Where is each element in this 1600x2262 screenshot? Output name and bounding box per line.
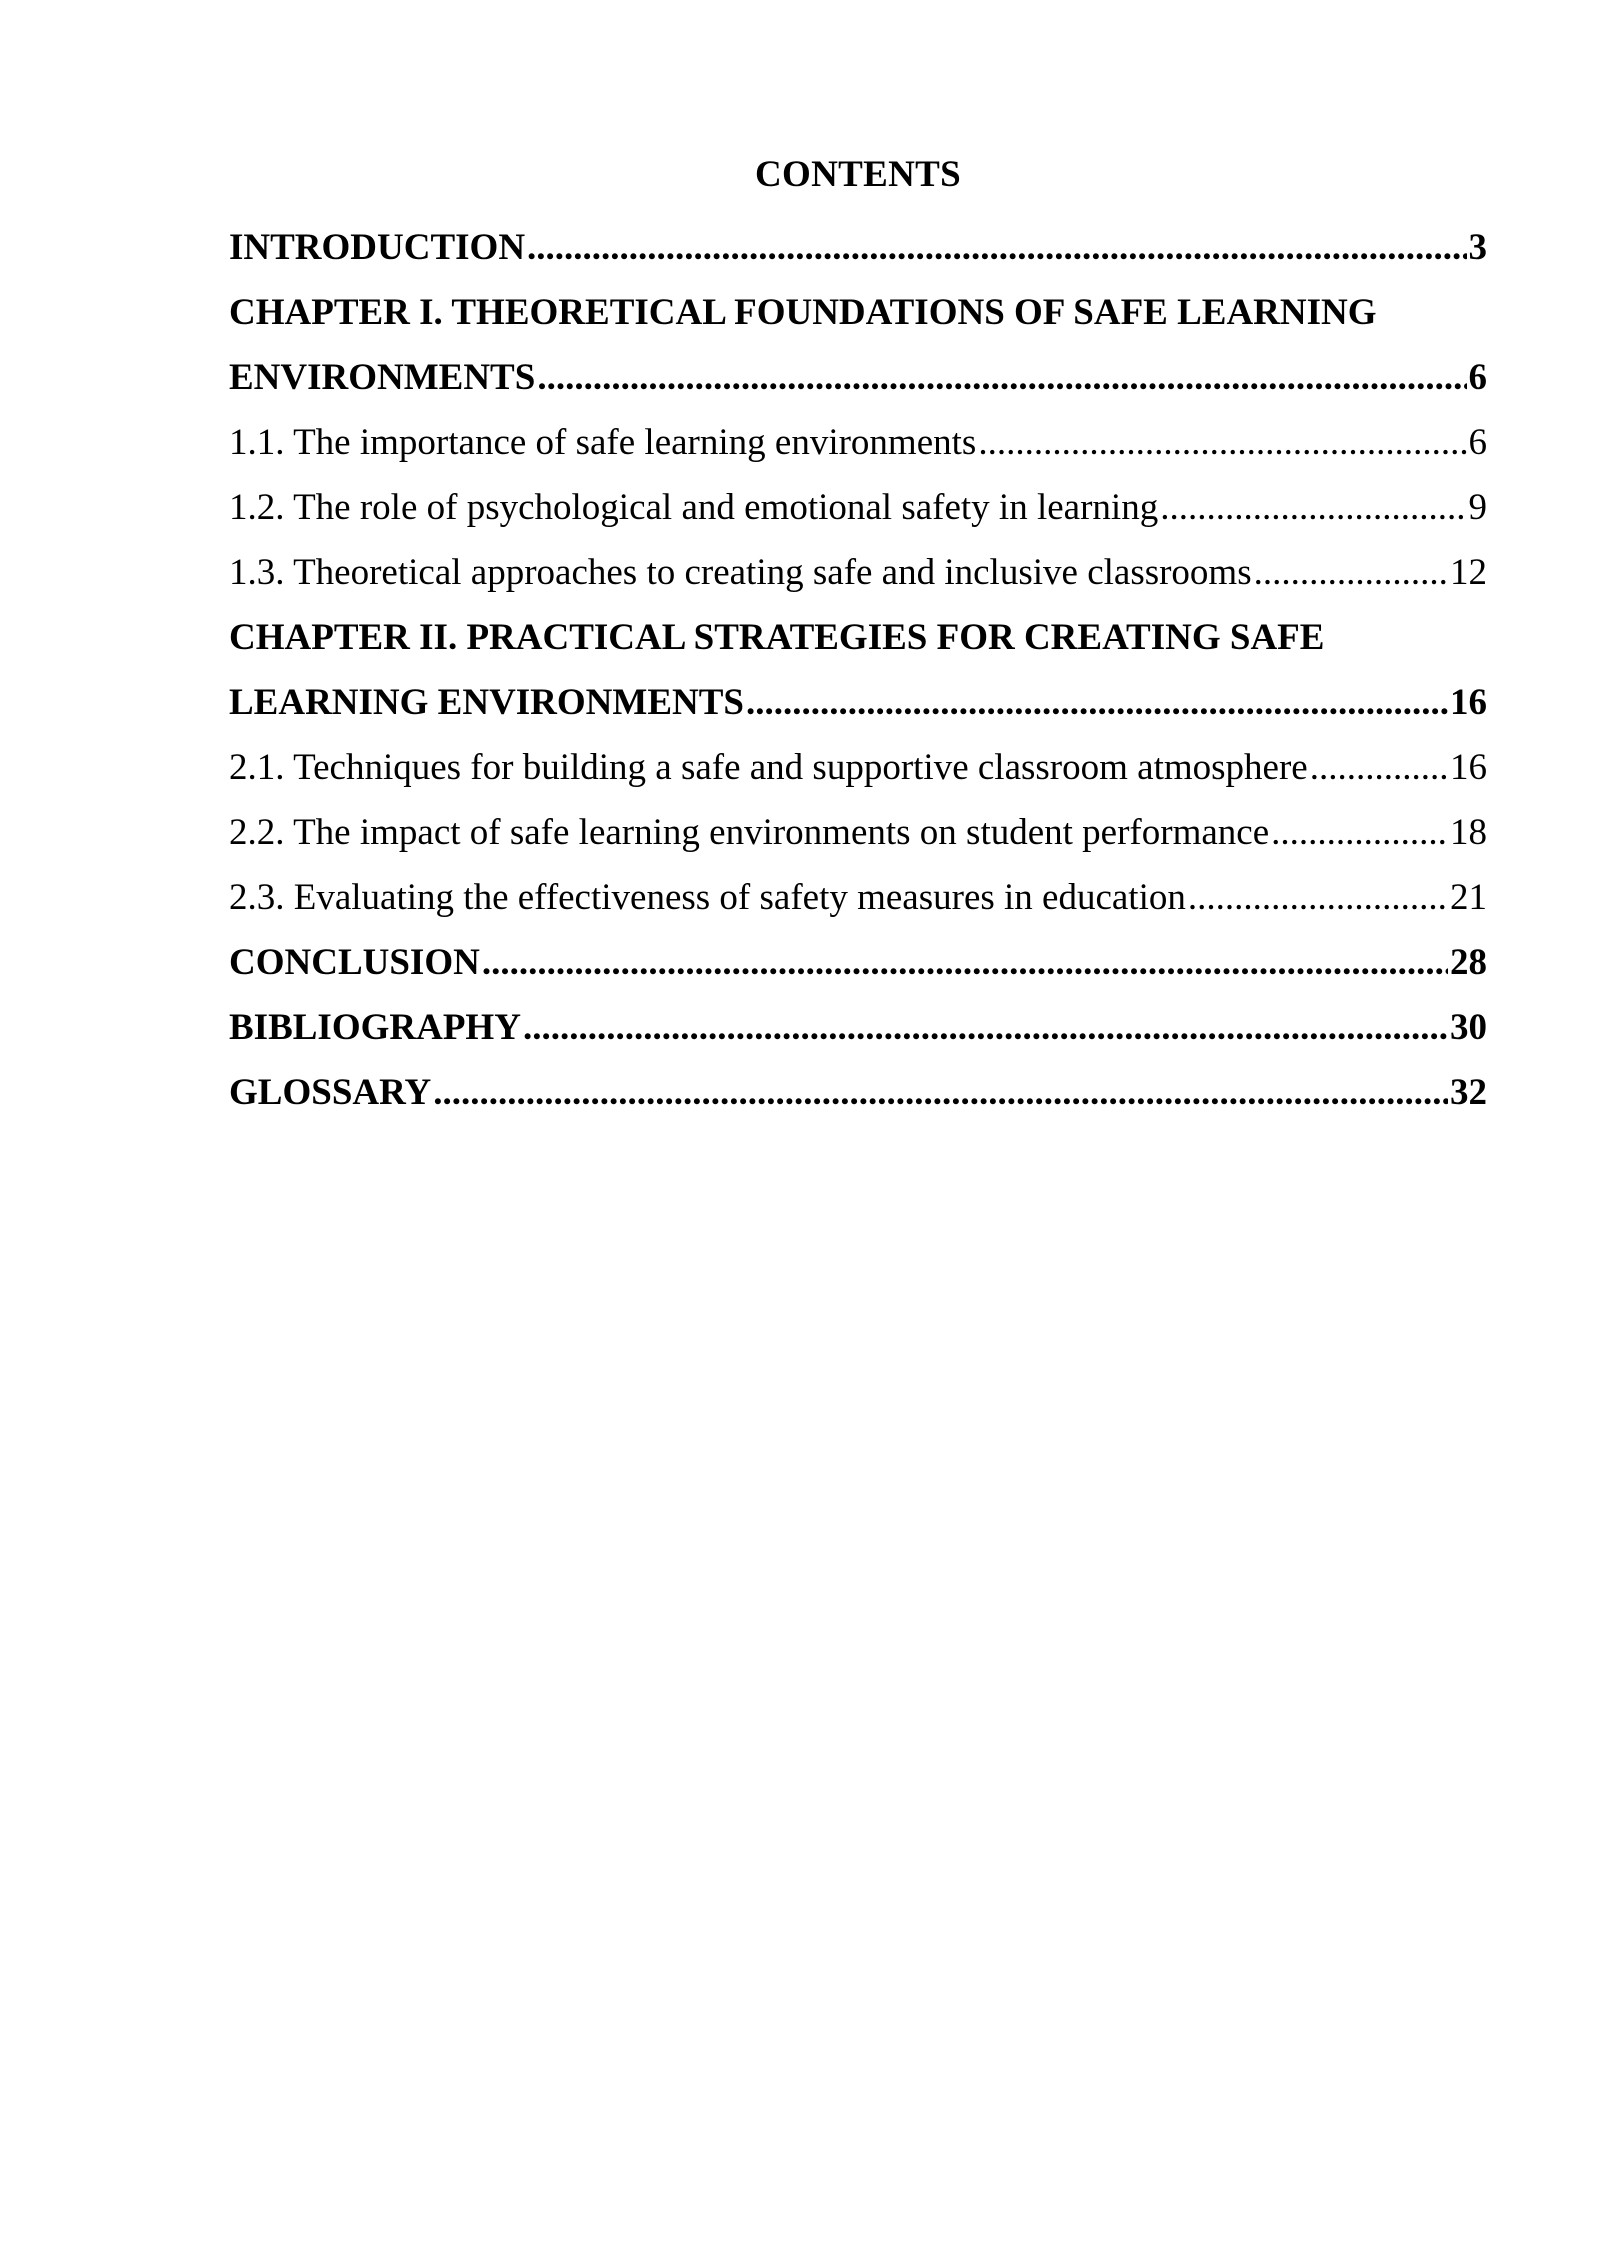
toc-entry-label: CONCLUSION <box>229 942 480 983</box>
toc-entry-label: BIBLIOGRAPHY <box>229 1007 521 1048</box>
toc-entry-glossary[interactable] <box>229 1060 1487 1125</box>
toc-entry-section-1-2[interactable] <box>229 475 1487 540</box>
toc-title: CONTENTS <box>755 154 961 195</box>
dot-leader <box>433 1060 1448 1125</box>
dot-leader <box>978 410 1466 475</box>
toc-entry-label: LEARNING ENVIRONMENTS <box>229 682 744 723</box>
table-of-contents <box>229 150 1487 1125</box>
toc-page-number: 6 <box>1468 422 1487 463</box>
dot-leader <box>1310 735 1448 800</box>
toc-entry-label-line-1: CHAPTER II. PRACTICAL STRATEGIES FOR CREATING SAFE <box>229 617 1325 658</box>
toc-entry-label: INTRODUCTION <box>229 227 526 268</box>
dot-leader <box>1188 865 1448 930</box>
dot-leader <box>523 995 1448 1060</box>
toc-entry-conclusion[interactable] <box>229 930 1487 995</box>
toc-entry-label: ENVIRONMENTS <box>229 357 536 398</box>
dot-leader <box>482 930 1448 995</box>
toc-page-number: 3 <box>1468 227 1487 268</box>
toc-entry-introduction[interactable] <box>229 215 1487 280</box>
toc-entry-section-2-3[interactable] <box>229 865 1487 930</box>
toc-entry-section-1-1[interactable] <box>229 410 1487 475</box>
toc-page-number: 12 <box>1450 552 1487 593</box>
toc-entry-chapter-1[interactable] <box>229 280 1487 410</box>
dot-leader <box>1160 475 1466 540</box>
toc-entry-label: GLOSSARY <box>229 1072 432 1113</box>
toc-entry-label: 1.1. The importance of safe learning environments <box>229 422 977 463</box>
toc-entry-section-2-2[interactable] <box>229 800 1487 865</box>
toc-page-number: 30 <box>1450 1007 1487 1048</box>
toc-page-number: 16 <box>1450 747 1487 788</box>
toc-entry-chapter-2[interactable] <box>229 605 1487 735</box>
dot-leader <box>1271 800 1448 865</box>
toc-entry-label: 1.3. Theoretical approaches to creating safe and inclusive classrooms <box>229 552 1252 593</box>
toc-entry-section-2-1[interactable] <box>229 735 1487 800</box>
toc-entry-bibliography[interactable] <box>229 995 1487 1060</box>
toc-page-number: 21 <box>1450 877 1487 918</box>
toc-entry-label: 2.1. Techniques for building a safe and supportive classroom atmosphere <box>229 747 1308 788</box>
toc-entry-label-line-1: CHAPTER I. THEORETICAL FOUNDATIONS OF SAFE LEARNING <box>229 292 1377 333</box>
toc-entry-label: 1.2. The role of psychological and emotional safety in learning <box>229 487 1159 528</box>
toc-page-number: 32 <box>1450 1072 1487 1113</box>
dot-leader <box>1254 540 1448 605</box>
dot-leader <box>527 215 1466 280</box>
dot-leader <box>746 670 1448 735</box>
toc-page-number: 18 <box>1450 812 1487 853</box>
dot-leader <box>537 345 1466 410</box>
toc-entry-label: 2.3. Evaluating the effectiveness of safety measures in education <box>229 877 1186 918</box>
toc-entry-section-1-3[interactable] <box>229 540 1487 605</box>
toc-page-number: 28 <box>1450 942 1487 983</box>
toc-list <box>229 215 1487 1125</box>
toc-page-number: 9 <box>1468 487 1487 528</box>
toc-entry-label: 2.2. The impact of safe learning environments on student performance <box>229 812 1270 853</box>
toc-page-number: 6 <box>1468 357 1487 398</box>
toc-page-number: 16 <box>1450 682 1487 723</box>
